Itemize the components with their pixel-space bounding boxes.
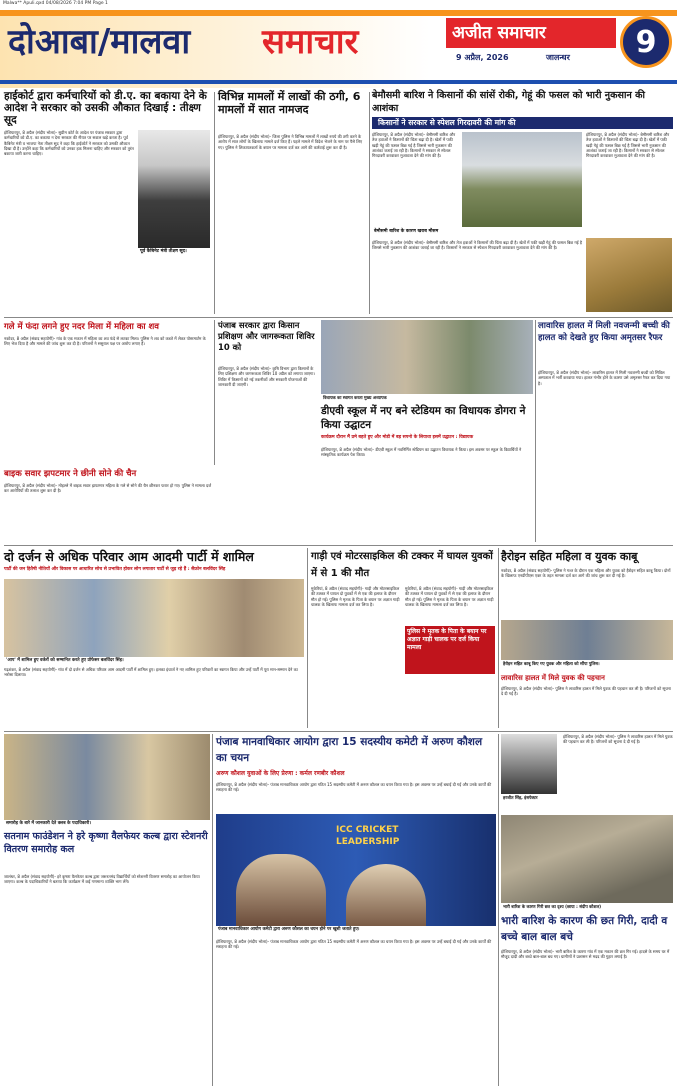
article-accident: [311, 548, 495, 728]
divider: [214, 320, 215, 465]
headline: हैरोइन सहित महिला व युवक काबू: [501, 550, 638, 563]
article-chain-snatch-visible: [4, 468, 212, 542]
headline: दो दर्जन से अधिक परिवार आम आदमी पार्टी में शामिल: [4, 549, 254, 564]
divider: [214, 92, 215, 314]
masthead-stripe: [0, 10, 677, 16]
headline: भारी बारिश के कारण की छत गिरी, दादी व बच्चे बाल बाल बचे: [501, 915, 668, 943]
divider: [498, 734, 499, 1086]
article-woman-body: [4, 320, 212, 465]
divider: [535, 320, 536, 542]
body-text: होशियारपुर, 8 अप्रैल (संदीप भोला)- पुलिस ने लावारिस हालत में मिले युवक की पहचान कर ली है। परिजनों को सूचना दे दी गई है।: [501, 686, 673, 697]
headline: हाईकोर्ट द्वारा कर्मचारियों को डी.ए. का बकाया देने के आदेश ने सरकार को उसकी औकात दिखाई : तीक्ष्ण सूद: [4, 90, 207, 126]
body-text: होशियारपुर, 8 अप्रैल (संदीप भोला)- लावारिस हालत में मिली नवजन्मी बच्ची को सिविल अस्पताल में भर्ती करवाया गया। हालत गंभीर होने के कारण उसे अमृतसर रैफर कर दिया गया है।: [538, 370, 672, 386]
article-stationery: [4, 734, 210, 1086]
body-text: होशियारपुर, 8 अप्रैल (संदीप भोला)- बेमौसमी बारिश और तेज हवाओं ने किसानों की चिंता बढ़ा दी है। खेतों में पकी खड़ी गेहूं की फसल बिछ गई है जिससे भारी नुकसान की आशंका जताई जा रही है। किसानों ने सरकार से स्पेशल गिरदावरी करवाकर मुआवजा देने की मांग की है।: [372, 132, 457, 159]
subheadline: अरुण कौशल युवाओं के लिए प्रेरणा : कर्मल रणबीर कौशल: [216, 770, 345, 777]
club-photo: [4, 734, 210, 820]
article-farmer-camp: [218, 320, 318, 542]
photo-caption: विधायक का स्वागत करता मुख्य अध्यापक: [323, 395, 387, 400]
headline: विभिन्न मामलों में लाखों की ठगी, 6 मामलों में सात नामजद: [218, 90, 361, 116]
headline: गले में फंदा लगने हुए नदर मिला में महिला का शव: [4, 322, 160, 332]
headline: बाइक सवार झपटमार ने छीनी सोने की चैन: [4, 469, 137, 479]
body-text: मुकेरियां, 8 अप्रैल (संवाद सहयोगी)- गाड़ी और मोटरसाइकिल की टक्कर में घायल दो युवकों में से एक की इलाज के दौरान मौत हो गई। पुलिस ने मृतक के पिता के बयान पर अज्ञात गाड़ी चालक के खिलाफ मामला दर्ज कर लिया है।: [311, 586, 401, 607]
body-text: होशियारपुर, 8 अप्रैल (संदीप भोला)- सुप्रीम कोर्ट के आदेश पर पंजाब सरकार द्वारा कर्मचारियों को डी.ए. का बकाया न देना सरकार की नीयत पर सवाल खड़े करता है। पूर्व कैबिनेट मंत्री व भाजपा नेता तीक्ष्ण सूद ने कहा कि हाईकोर्ट ने सरकार को उसकी औकात दिखा दी है। उन्होंने कहा कि कर्मचारियों को उनका हक मिलना चाहिए और सरकार को तुरंत बकाया जारी करना चाहिए।: [4, 130, 136, 157]
headline: पंजाब मानवाधिकार आयोग द्वारा 15 सदस्यीय कमेटी में अरुण कौशल का चयन: [216, 736, 483, 764]
date-strip: [446, 48, 616, 66]
headline: लावारिस हालत में मिली नवजन्मी बच्ची की हालत को देखते हुए किया अमृतसर रैफर: [538, 321, 670, 343]
paper-name: अजीत समाचार: [452, 23, 546, 43]
page-number-circle: [620, 16, 672, 68]
issue-date: 9 अप्रैल, 2026: [456, 53, 509, 62]
body-text-2: मुकेरियां, 8 अप्रैल (संवाद सहयोगी)- गाड़ी और मोटरसाइकिल की टक्कर में घायल दो युवकों में से एक की इलाज के दौरान मौत हो गई। पुलिस ने मृतक के पिता के बयान पर अज्ञात गाड़ी चालक के खिलाफ मामला दर्ज कर लिया है।: [405, 586, 495, 607]
body-text: होशियारपुर, 8 अप्रैल (संदीप भोला)- पंजाब मानवाधिकार आयोग द्वारा गठित 15 सदस्यीय कमेटी में अरुण कौशल का चयन किया गया है। इस अवसर पर उन्हें बधाई दी गई और उनके कार्यों की सराहना की गई।: [216, 782, 493, 793]
divider: [369, 92, 370, 314]
issue-city: जालन्धर: [546, 53, 570, 62]
photo-caption: पूर्व कैबिनेट मंत्री तीक्ष्ण सूद।: [140, 249, 187, 254]
subheadline: पुलिस ने मृतक के पिता के बयान पर अज्ञात गाड़ी चालक पर दर्ज किया मामला: [405, 626, 495, 674]
body-text: होशियारपुर, 8 अप्रैल (संदीप भोला)- मोहल्ले में बाइक सवार झपटमार महिला के गले से सोने की चैन छीनकर फरार हो गए। पुलिस ने मामला दर्ज कर आरोपियों की तलाश शुरू कर दी है।: [4, 483, 213, 494]
photo-caption: भारी बारिश के कारण गिरी छत का दृश्य (छाया : संदीप कौशल): [503, 904, 602, 909]
body-text: होशियारपुर, 8 अप्रैल (संदीप भोला)- जिला पुलिस ने विभिन्न मामलों में लाखों रुपये की ठगी करने के आरोप में सात लोगों के खिलाफ मामले दर्ज किए हैं। पहले मामले में विदेश भेजने के नाम पर पैसे लिए गए। पुलिस ने शिकायतकर्ता के बयान पर मामला दर्ज कर आगे की कार्रवाई शुरू कर दी है।: [218, 134, 364, 150]
people-silhouette-2: [346, 864, 426, 926]
row-divider: [4, 545, 673, 546]
divider: [212, 734, 213, 1086]
subheadline: कार्यक्रम दौरान मैं प्रमे बहते हुए और मोडी में बड़ सपनो के लियाधा इसमें उद्घाटन : विद्यायक: [321, 435, 474, 440]
article-dav-stadium: [321, 320, 533, 542]
article-aap-join: [4, 548, 304, 728]
body-text-side: होशियारपुर, 8 अप्रैल (संदीप भोला)- पुलिस ने लावारिस हालत में मिले युवक की पहचान कर ली है। परिजनों को सूचना दे दी गई है।: [563, 734, 674, 745]
body-text-2: होशियारपुर, 8 अप्रैल (संदीप भोला)- पंजाब मानवाधिकार आयोग द्वारा गठित 15 सदस्यीय कमेटी में अरुण कौशल का चयन किया गया है। इस अवसर पर उन्हें बधाई दी गई और उनके कार्यों की सराहना की गई।: [216, 939, 493, 950]
headline: गाड़ी एवं मोटरसाइकिल की टक्कर में घायल युवकों में से 1 की मौत: [311, 551, 493, 579]
photo-caption: हैरोइन सहित काबू किए गए युवक और महिला को सौंपा पुलिस।: [503, 661, 600, 666]
photo-caption: 'आप' में शामिल हुए वर्करों को सम्मानित करते हुए प्रोफेसर बलविंदर सिंह।: [6, 658, 124, 663]
group-photo: [4, 579, 304, 657]
people-silhouette: [236, 854, 326, 926]
article-hc-da: [4, 90, 212, 315]
body-text: नकोदर, 8 अप्रैल (संवाद सहयोगी)- गांव के एक मकान में महिला का शव फंदे से लटका मिला। पुलिस ने शव को कब्जे में लेकर पोस्टमार्टम के लिए भेज दिया है और मामले की जांच शुरू कर दी है। परिजनों ने ससुराल पक्ष पर आरोप लगाए हैं।: [4, 336, 207, 347]
photo-caption: पंजाब मानवाधिकार आयोग कमेटी द्वारा अरुण कौशल का चयन होने पर खुशी जताते हुए।: [218, 927, 360, 932]
body-text-2: होशियारपुर, 8 अप्रैल (संदीप भोला)- बेमौसमी बारिश और तेज हवाओं ने किसानों की चिंता बढ़ा दी है। खेतों में पकी खड़ी गेहूं की फसल बिछ गई है जिससे भारी नुकसान की आशंका जताई जा रही है। किसानों ने सरकार से स्पेशल गिरदावरी करवाकर मुआवजा देने की मांग की है।: [586, 132, 671, 159]
photo-caption: बेमौसमी बारिश के कारण खराब मौसम: [374, 229, 439, 234]
article-newborn: [538, 320, 673, 542]
stadium-photo: [321, 320, 533, 394]
subheadline: पार्टी की जन हितैषी नीतियों और विकास पर आधारित सोच से प्रभावित होकर लोग लगातार पार्टी से जुड़ रहे हैं : सैफ्रोन बलविंदर सिंह: [4, 567, 226, 572]
divider: [307, 548, 308, 728]
headline: पंजाब सरकार द्वारा किसान प्रशिक्षण और जागरूकता शिविर 10 को: [218, 320, 315, 352]
wheat-photo: [586, 238, 672, 312]
roof-photo: [501, 815, 673, 903]
body-text: होशियारपुर, 8 अप्रैल (संदीप भोला)- डीएवी स्कूल में नवनिर्मित स्टेडियम का उद्घाटन विधायक ने किया। इस अवसर पर स्कूल के विद्यार्थियों ने सांस्कृतिक कार्यक्रम पेश किया।: [321, 447, 523, 458]
section-title: दोआबा/मालवा: [8, 22, 191, 62]
banner-text: ICC CRICKET LEADERSHIP: [336, 825, 400, 847]
headline: सतनाम फाउंडेशन ने हरे कृष्णा वैलफेयर कल्ब द्वारा स्टेशनरी वितरण समारोह कल: [4, 831, 208, 855]
paper-name-box: [446, 18, 616, 66]
article-unidentified: [501, 672, 673, 732]
photo-caption: हरजीत सिंह, इंसपेक्टर: [503, 795, 538, 800]
headline: बेमौसमी बारिश ने किसानों की सांसें रोकी, गेहूं की फसल को भारी नुकसान की आशंका: [372, 90, 645, 114]
inspector-photo: [501, 734, 557, 794]
headline: डीएवी स्कूल में नए बने स्टेडियम का विधायक डोगरा ने किया उद्घाटन: [321, 405, 526, 431]
headline: लावारिस हालत में मिले युवक की पहचान: [501, 674, 605, 682]
article-rain-wheat: [372, 90, 673, 315]
article-fraud-cases: [218, 90, 366, 315]
page-number: 9: [635, 25, 657, 60]
subheadline: किसानों ने सरकार से स्पेशल गिरदावरी की मांग की: [372, 117, 673, 129]
photo-caption: समारोह के बारे में जानकारी देते क्लब के पदाधिकारी।: [6, 821, 91, 826]
article-roof-collapse: [501, 815, 673, 1086]
body-text: गढ़शंकर, 8 अप्रैल (संवाद सहयोगी)- गांव में दो दर्जन से अधिक परिवार आम आदमी पार्टी में शामिल हुए। हलका इंचार्ज ने नए शामिल हुए परिवारों का स्वागत किया और उन्हें पार्टी में पूरा मान-सम्मान देने का भरोसा दिलाया।: [4, 667, 300, 678]
body-text: होशियारपुर, 8 अप्रैल (संदीप भोला)- कृषि विभाग द्वारा किसानों के लिए प्रशिक्षण और जागरूकता शिविर 10 अप्रैल को लगाया जाएगा। शिविर में किसानों को नई तकनीकों और सरकारी योजनाओं की जानकारी दी जाएगी।: [218, 366, 317, 387]
body-text: जालंधर, 8 अप्रैल (संवाद सहयोगी)- हरे कृष्णा वैलफेयर कल्ब द्वारा जरूरतमंद विद्यार्थियों को स्टेशनरी वितरण समारोह का आयोजन किया जाएगा। कल्ब के पदाधिकारियों ने बताया कि कार्यक्रम में कई गणमान्य व्यक्ति भाग लेंगे।: [4, 874, 201, 885]
award-photo: [216, 814, 496, 926]
portrait-photo: [138, 130, 210, 248]
masthead-underline: [0, 80, 677, 84]
article-heroin: [501, 548, 673, 668]
divider: [498, 548, 499, 728]
body-text-3: होशियारपुर, 8 अप्रैल (संदीप भोला)- बेमौसमी बारिश और तेज हवाओं ने किसानों की चिंता बढ़ा दी है। खेतों में पकी खड़ी गेहूं की फसल बिछ गई है जिससे भारी नुकसान की आशंका जताई जा रही है। किसानों ने सरकार से स्पेशल गिरदावरी करवाकर मुआवजा देने की मांग की है।: [372, 240, 584, 251]
masthead: [0, 10, 677, 88]
section-title-2: समाचार: [262, 22, 359, 62]
row-divider: [4, 317, 673, 318]
body-text: नकोदर, 8 अप्रैल (संवाद सहयोगी)- पुलिस ने गश्त के दौरान एक महिला और युवक को हैरोइन सहित काबू किया। दोनों के खिलाफ एनडीपीएस एक्ट के तहत मामला दर्ज कर आगे की जांच शुरू कर दी गई है।: [501, 568, 672, 579]
rain-field-photo: [462, 132, 582, 227]
arrest-photo: [501, 620, 673, 660]
body-text: होशियारपुर, 8 अप्रैल (संदीप भोला)- भारी बारिश के कारण गांव में एक मकान की छत गिर गई। हादसे के समय घर में मौजूद दादी और बच्चे बाल-बाल बच गए। ग्रामीणों ने प्रशासन से मदद की गुहार लगाई है।: [501, 949, 671, 960]
article-human-rights: [216, 734, 496, 1086]
article-inspector: [501, 734, 561, 814]
system-header: Malwa** Apuli.qxd 04/08/2026 7:04 PM Page 1: [3, 1, 108, 6]
